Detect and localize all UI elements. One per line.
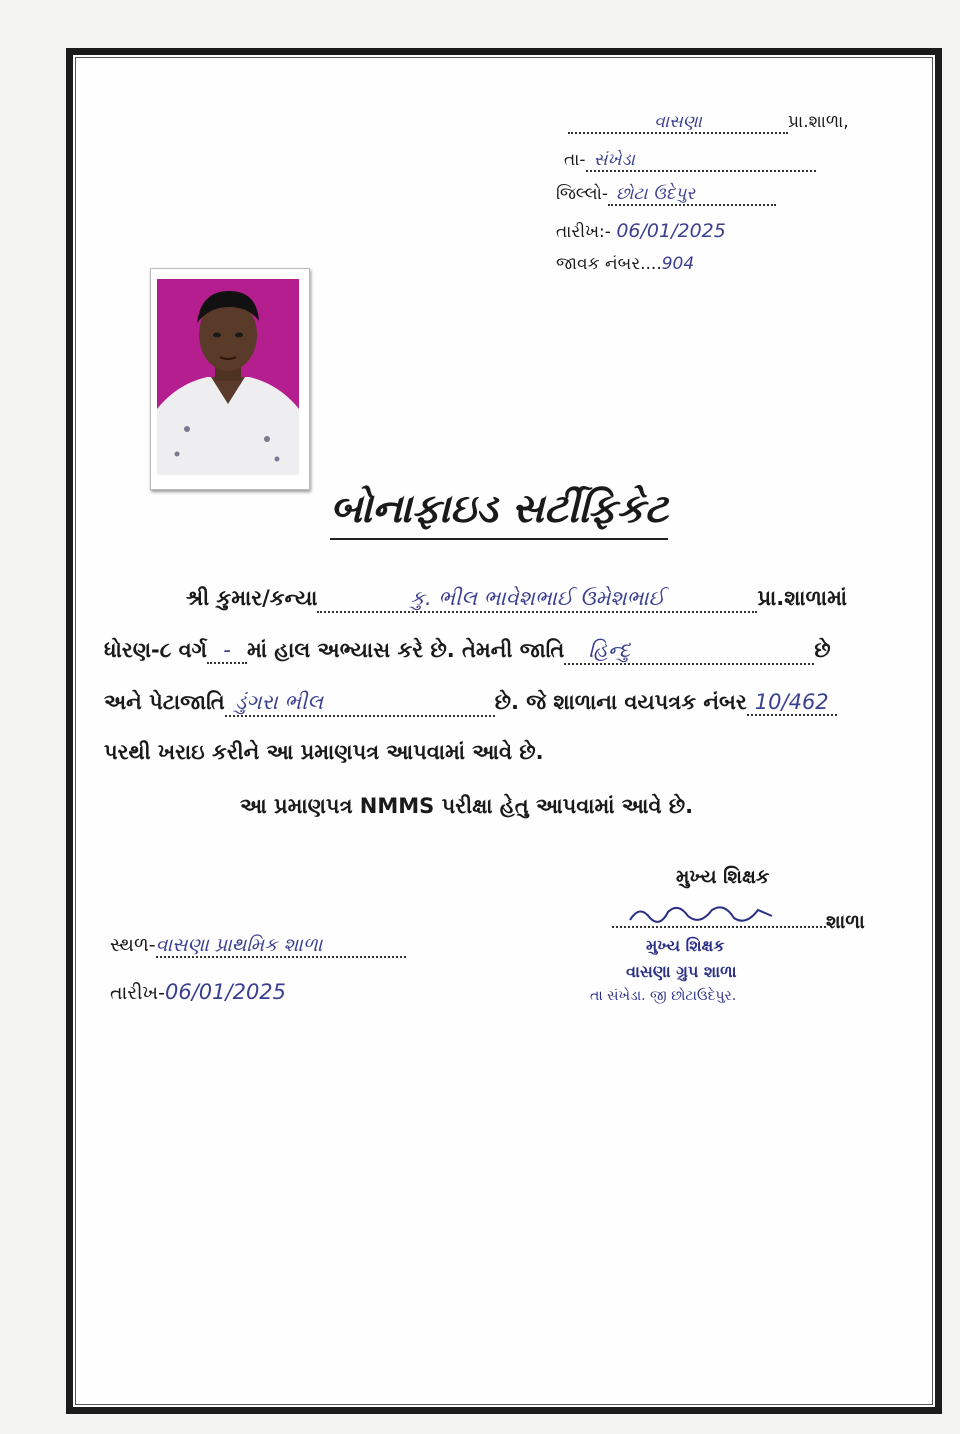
date-value: 06/01/2025 [616, 220, 726, 242]
subcaste-label: અને પેટાજાતિ [104, 690, 225, 714]
district-value: છોટા ઉદેપુર [608, 184, 776, 206]
line2-suffix: છે [814, 638, 831, 662]
school-value: વાસણા [568, 112, 788, 134]
body-line-4: પરથી ખરાઇ કરીને આ પ્રમાણપત્ર આપવામાં આવે છે. [104, 740, 544, 764]
footer-date-value: 06/01/2025 [164, 980, 287, 1004]
district-label: જિલ્લો- [556, 184, 609, 204]
outward-label: જાવક નંબર.... [556, 254, 662, 274]
line1-suffix: પ્રા.શાળામાં [757, 586, 848, 610]
place-value: વાસણા પ્રાથમિક શાળા [156, 934, 406, 958]
caste-value: હિન્દુ [564, 638, 814, 665]
class-value: - [207, 638, 247, 664]
place-line [110, 934, 406, 958]
taluka-label: તા- [564, 150, 586, 170]
certificate-title: બોનાફાઇડ સર્ટીફિકેટ [330, 486, 668, 540]
student-label: શ્રી કુમાર/કન્યા [186, 586, 318, 610]
body-line-5: આ પ્રમાણપત્ર NMMS પરીક્ષા હેતુ આપવામાં આવે છે. [240, 794, 694, 818]
signature-school-line [612, 908, 865, 933]
outward-value: 904 [661, 254, 695, 274]
date-label: તારીખ:- [556, 222, 611, 242]
subcaste-value: ડુંગરા ભીલ [225, 690, 495, 717]
stamp-line-3: તા સંખેડા. જી છોટાઉદેપુર. [590, 988, 737, 1004]
stamp-line-1: મુખ્ય શિક્ષક [646, 936, 725, 955]
line2-mid: માં હાલ અભ્યાસ કરે છે. તેમની જાતિ [247, 638, 565, 662]
date-line [556, 220, 726, 242]
school-line [568, 112, 849, 134]
head-teacher-label: મુખ્ય શિક્ષક [676, 866, 770, 888]
body-line-3 [104, 690, 837, 717]
signature-school-suffix: શાળા [826, 911, 865, 933]
student-name: કુ. ભીલ ભાવેશભાઈ ઉમેશભાઈ [317, 586, 757, 613]
student-photo [157, 279, 299, 475]
certificate-sheet [66, 48, 942, 1414]
taluka-value: સંખેડા [586, 150, 816, 172]
district-line [556, 184, 776, 206]
body-line-1 [186, 586, 847, 613]
school-label: પ્રા.શાળા, [788, 112, 849, 132]
register-value: 10/462 [747, 690, 837, 716]
taluka-line [564, 150, 816, 172]
footer-date-line [110, 980, 286, 1004]
outward-line [556, 254, 694, 274]
signature-mark [612, 908, 826, 928]
signature-scribble-icon [626, 902, 776, 928]
stamp-line-2: વાસણા ગ્રુપ શાળા [626, 962, 737, 981]
body-line-2 [104, 638, 831, 665]
footer-date-label: તારીખ- [110, 982, 165, 1004]
place-label: સ્થળ- [110, 934, 156, 956]
student-photo-frame [150, 268, 310, 490]
class-label: ધોરણ-૮ વર્ગ [104, 638, 208, 662]
line3-mid: છે. જે શાળાના વયપત્રક નંબર [494, 690, 747, 714]
